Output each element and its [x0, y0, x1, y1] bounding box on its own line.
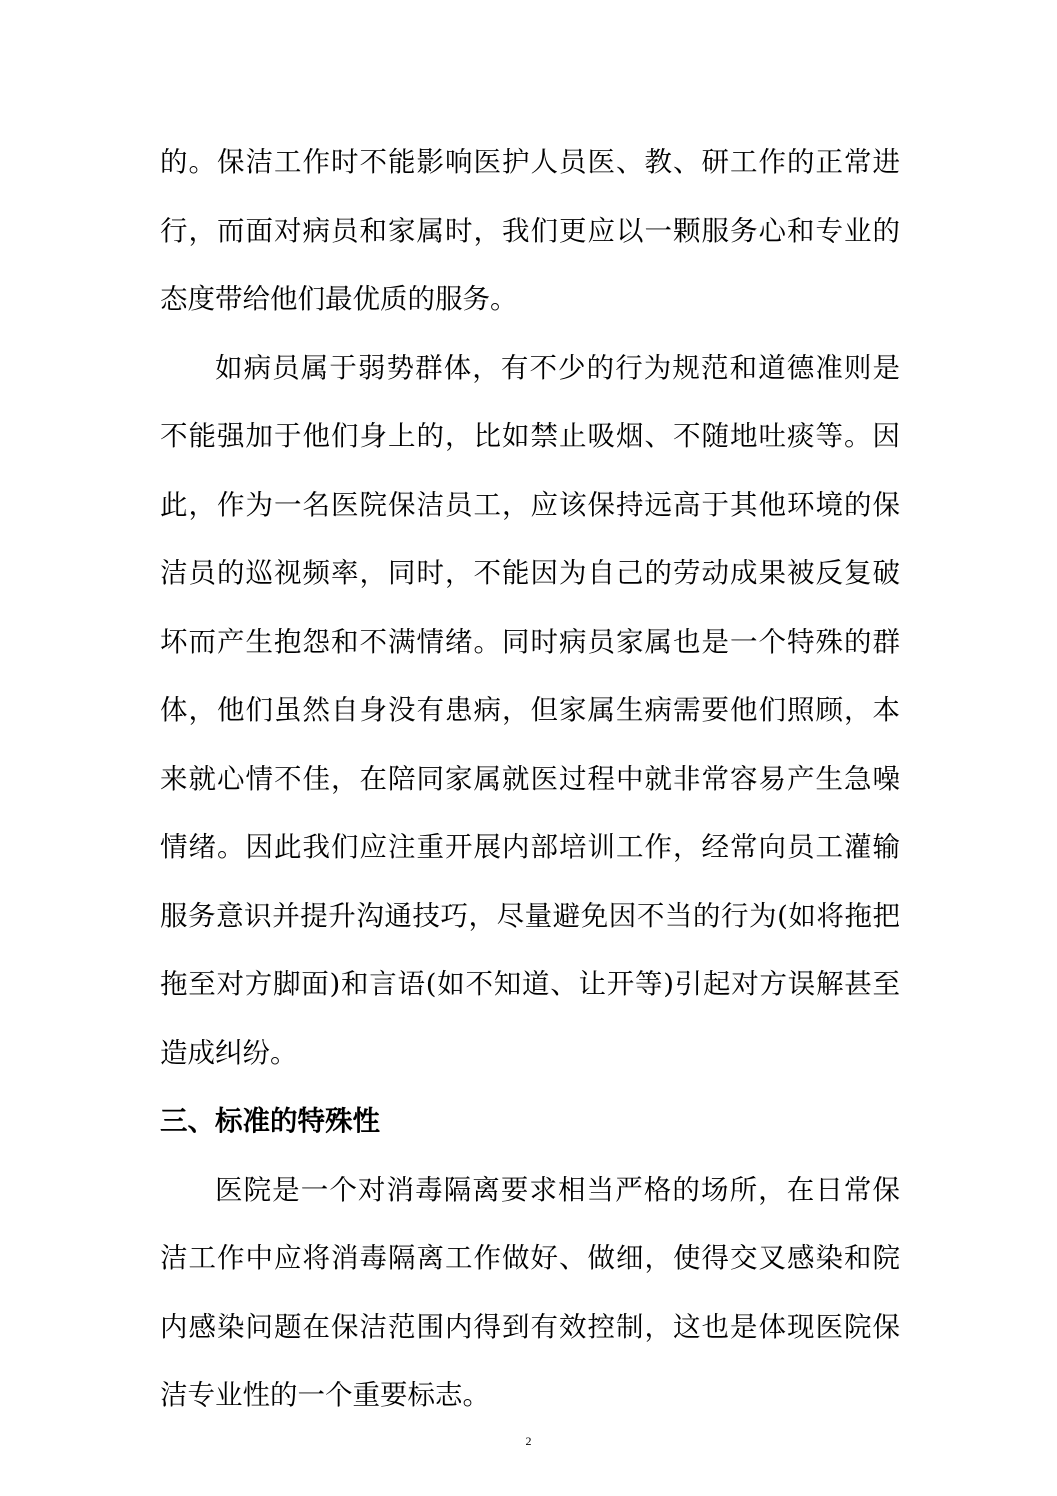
paragraph-patients-and-families: 如病员属于弱势群体，有不少的行为规范和道德准则是不能强加于他们身上的，比如禁止吸烟、不随地吐痰等。因此，作为一名医院保洁员工，应该保持远高于其他环境的保洁员的巡视频率，同时，不能因为自己的劳动成果被反复破坏而产生抱怨和不满情绪。同时病员家属也是一个特殊的群体，他们虽然自身没有患病，但家属生病需要他们照顾，本来就心情不佳，在陪同家属就医过程中就非常容易产生急噪情绪。因此我们应注重开展内部培训工作，经常向员工灌输服务意识并提升沟通技巧，尽量避免因不当的行为(如将拖把拖至对方脚面)和言语(如不知道、让开等)引起对方误解甚至造成纠纷。	[160, 351, 900, 1069]
paragraph-continuation: 的。保洁工作时不能影响医护人员医、教、研工作的正常进行，而面对病员和家属时，我们更应以一颗服务心和专业的态度带给他们最优质的服务。	[160, 146, 900, 315]
page-content	[160, 128, 900, 1430]
page-number: 2	[525, 1434, 532, 1448]
section-heading: 三、标准的特殊性	[160, 1105, 380, 1137]
paragraph-standards: 医院是一个对消毒隔离要求相当严格的场所，在日常保洁工作中应将消毒隔离工作做好、做细，使得交叉感染和院内感染问题在保洁范围内得到有效控制，这也是体现医院保洁专业性的一个重要标志。	[160, 1173, 900, 1411]
